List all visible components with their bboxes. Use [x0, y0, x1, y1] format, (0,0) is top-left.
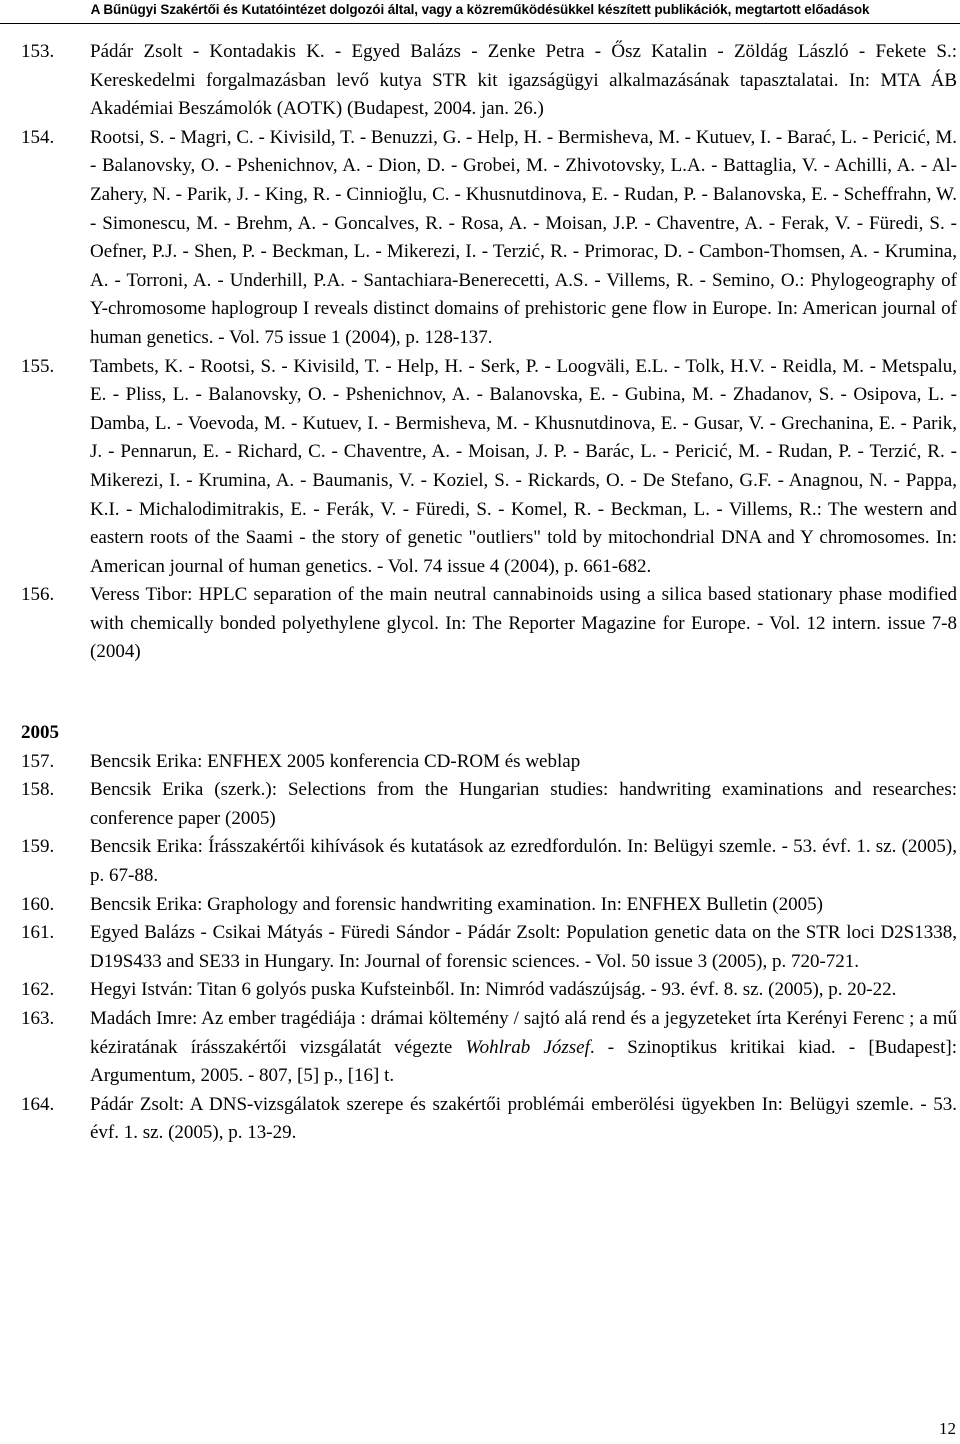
entry-text: Tambets, K. - Rootsi, S. - Kivisild, T. - Help, H. - Serk, P. - Loogväli, E.L. - Tolk, H.V. - Reidla, M. - Metspalu, E. - Pliss, L. - Balanovsky, O. - Pshenichnov, A. - Balanovska, E. - Gubina, M. - Zhadanov, S. - Osipova, L. - Damba, L. - Voevoda, M. - Kutuev, I. - Bermisheva, M. - Khusnutdinova, E. - Gusar, V. - Grechanina, E. - Parik, J. - Pennarun, E. - Richard, C. - Chaventre, A. - Moisan, J. P. - Barác, L. - Pericić, M. - Rudan, P. - Terzić, R. - Mikerezi, I. - Krumina, A. - Baumanis, V. - Koziel, S. - Rickards, O. - De Stefano, G.F. - Anagnou, N. - Pappa, K.I. - Michalodimitrakis, E. - Ferák, V. - Füredi, S. - Komel, R. - Beckman, L. - Villems, R.: The western and eastern roots of the Saami - the story of genetic "outliers" told by mitochondrial DNA and Y chromosomes. In: American journal of human genetics. - Vol. 74 issue 4 (2004), p. 661-682. — [90, 355, 957, 577]
entry-text: Veress Tibor: HPLC separation of the main neutral cannabinoids using a silica based stationary phase modified with chemically bonded polyethylene glycol. In: The Reporter Magazine for Europe. - Vol. 12 intern. issue 7-8 (2004) — [90, 584, 957, 663]
entry-text: Pádár Zsolt: A DNS-vizsgálatok szerepe és szakértői problémái emberölési ügyekben In: Belügyi szemle. - 53. évf. 1. sz. (2005), p. 13-29. — [90, 1093, 957, 1144]
publication-entry — [21, 748, 959, 777]
publication-entry — [21, 976, 959, 1005]
entry-number: 153. — [21, 41, 55, 62]
entry-number: 161. — [21, 922, 55, 944]
entry-number: 155. — [21, 355, 55, 377]
page-number: 12 — [939, 1419, 956, 1438]
entry-number: 163. — [21, 1008, 55, 1029]
entry-text-end: . - Szinoptikus kritikai kiad. - [Budapest]: Argumentum, 2005. - 807, [5] p., [16] t. — [90, 1036, 957, 1087]
entry-text-start: Madách Imre: Az ember tragédiája : drámai költemény / sajtó alá rend és a jegyzeteket írta Kerényi Ferenc ; a mű kéziratának írásszakértői vizsgálatát végezte — [90, 1008, 957, 1058]
entry-number: 158. — [21, 779, 55, 801]
publication-entry — [21, 124, 959, 353]
publication-entry — [21, 1005, 959, 1091]
entry-text: Pádár Zsolt - Kontadakis K. - Egyed Balázs - Zenke Petra - Ősz Katalin - Zöldág László - Fekete S.: Kereskedelmi forgalmazásban levő kutya STR kit igazságügyi alkalmazásának tapasztalatai. In: MTA ÁB Akadémiai Beszámolók (AOTK) (Budapest, 2004. jan. 26.) — [90, 41, 957, 120]
publication-list — [21, 38, 959, 1148]
publication-entry — [21, 891, 959, 920]
publication-entry — [21, 1091, 959, 1148]
publication-entry — [21, 919, 959, 976]
examiner-name: Wohlrab József — [465, 1036, 590, 1058]
entry-number: 162. — [21, 979, 55, 1001]
entry-text — [90, 1005, 957, 1091]
entry-number: 160. — [21, 893, 55, 915]
entry-number: 157. — [21, 750, 55, 772]
entry-text: Bencsik Erika: Graphology and forensic handwriting examination. In: ENFHEX Bulletin (2005) — [90, 893, 823, 915]
entry-number: 154. — [21, 126, 55, 148]
entry-text: Bencsik Erika (szerk.): Selections from the Hungarian studies: handwriting examinations and researches: conference paper (2005) — [90, 779, 957, 829]
year-heading: 2005 — [21, 722, 59, 744]
entry-number: 159. — [21, 836, 55, 858]
entry-text: Hegyi István: Titan 6 golyós puska Kufsteinből. In: Nimród vadászújság. - 93. évf. 8. sz. (2005), p. 20-22. — [90, 979, 897, 1001]
entry-number: 164. — [21, 1093, 55, 1115]
header-rule — [0, 23, 960, 24]
entry-number: 156. — [21, 584, 55, 606]
publication-entry — [21, 38, 959, 124]
publication-entry — [21, 776, 959, 833]
publication-entry — [21, 353, 959, 582]
entry-text: Bencsik Erika: Írásszakértői kihívások és kutatások az ezredfordulón. In: Belügyi szemle. - 53. évf. 1. sz. (2005), p. 67-88. — [90, 836, 957, 887]
publication-entry — [21, 833, 959, 890]
entry-text: Bencsik Erika: ENFHEX 2005 konferencia CD-ROM és weblap — [90, 750, 581, 772]
publication-entry — [21, 581, 959, 667]
entry-text: Rootsi, S. - Magri, C. - Kivisild, T. - Benuzzi, G. - Help, H. - Bermisheva, M. - Kutuev, I. - Barać, L. - Pericić, M. - Balanovsky, O. - Pshenichnov, A. - Dion, D. - Grobei, M. - Zhivotovsky, L.A. - Battaglia, V. - Achilli, A. - Al-Zahery, N. - Parik, J. - King, R. - Cinnioğlu, C. - Khusnutdinova, E. - Rudan, P. - Balanovska, E. - Scheffrahn, W. - Simonescu, M. - Brehm, A. - Goncalves, R. - Rosa, A. - Moisan, J.P. - Chaventre, A. - Ferak, V. - Füredi, S. - Oefner, P.J. - Shen, P. - Beckman, L. - Mikerezi, I. - Terzić, R. - Primorac, D. - Cambon-Thomsen, A. - Krumina, A. - Torroni, A. - Underhill, P.A. - Santachiara-Benerecetti, A.S. - Villems, R. - Semino, O.: Phylogeography of Y-chromosome haplogroup I reveals distinct domains of prehistoric gene flow in Europe. In: American journal of human genetics. - Vol. 75 issue 1 (2004), p. 128-137. — [90, 126, 957, 348]
page-header: A Bűnügyi Szakértői és Kutatóintézet dolgozói által, vagy a közreműködésükkel készített publikációk, megtartott előadások — [90, 2, 870, 17]
entry-text: Egyed Balázs - Csikai Mátyás - Füredi Sándor - Pádár Zsolt: Population genetic data on the STR loci D2S1338, D19S433 and SE33 in Hungary. In: Journal of forensic sciences. - Vol. 50 issue 3 (2005), p. 720-721. — [90, 922, 957, 972]
